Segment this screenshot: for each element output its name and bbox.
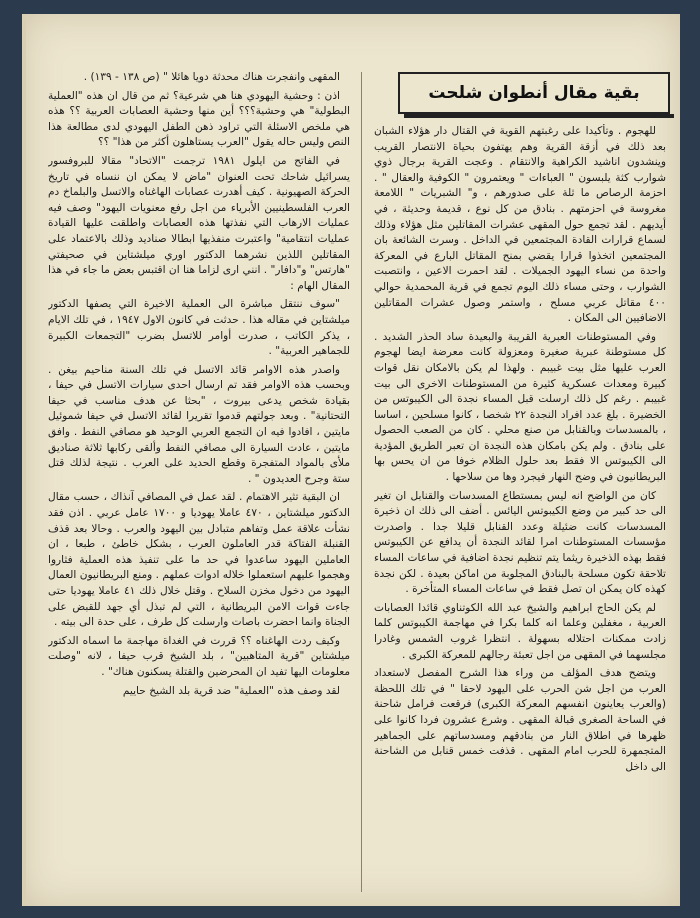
right-column [374,124,666,894]
paragraph: اذن : وحشية اليهودي هنا هي شرعية؟ ثم من قال ان هذه "العملية البطولية" هي وحشية؟؟؟ أين منها وحشية العصابات العربية ؟؟ هذه هي ملخص الاسئلة التي تراود ذهن الطفل اليهودي لدى مطالعة هذا النص وليس حاله يقول "العرب يستاهلون أكثر من هذا" ؟؟ [48,89,350,149]
paragraph: لقد وصف هذه "العملية" ضد قرية بلد الشيخ حاييم [122,684,340,697]
article-title-box [398,72,670,114]
paragraph: في الفاتح من ايلول ١٩٨١ ترجمت "الاتحاد" مقالا للبروفسور يسرائيل شاحك تحت العنوان "ماض لا يمكن ان ننساه في تاريخ الحركة الصهيونية . كيف أهدرت عصابات الهاغناه والاتسل والبلماخ دم العرب الفلسطينيين الأبرياء من اجل رفع معنويات اليهود" وصف فيه عمليات الارهاب التي نفذتها هذه العصابات واطلقت عليها القيادة عمليات انتقامية" واعتبرت منفذيها ابطالا صناديد وذلك بالاعتماد على المقاتلين اللذين نشرهما الدكتور اوري ميلشتاين في صحيفتي "هارتس" و"دافار" . انني ارى لزاما هنا ان اقتبس بعض ما جاء في هذا المقال الهام : [48,154,350,292]
newspaper-page [22,14,680,906]
paragraph: لم يكن الحاج ابراهيم والشيخ عبد الله الكوتناوي قائدا العصابات العربية ، مغفلين وعلما انه كلما بكرا في مهاجمة الكيبوتس كلما زادت ممكنات احتلاله بسهولة . انتظرا غروب الشمس وغادرا مجلسهما في المقهى من اجل تعبئة رجالهم للمعركة الكبرى . [374,601,666,661]
paragraph: ان البقية تثير الاهتمام . لقد عمل في المصافي آنذاك ، حسب مقال الدكتور ميلشتاين ، ٤٧٠ عاملا يهوديا و ١٧٠٠ عامل عربي . اذن فقد نشأت علاقة عمل وتفاهم متبادل بين اليهود والعرب . وحالا بعد قذف القنبلة الفتاكة قدر العاملون العرب ، بشكل خاطئ ، طبعا ، ان العاملين اليهود ساعدوا في حد ما على تنفيذ هذه العملية فثاروا وهجموا عليهم استعملوا خلاله ادوات عملهم . ومنع البريطانيون العمال اليهود من دخول مخزن السلاح . وقتل خلال ذلك ٤١ عاملا يهوديا حتى جاءت قوات الامن البريطانية ، التي لم تبذل أي جهد للقبض على الجناة وانما احضرت باصات وارسلت كل طرف ، على حدة الى بيته . [48,491,350,629]
paragraph: وكيف ردت الهاغناه ؟؟ قررت في الغداة مهاجمة ما اسماه الدكتور ميلشتاين "قرية المتاهبين" ، بلد الشيخ قرب حيفا ، لانه "وصلت معلومات اليها تفيد ان المحرضين والقتلة يسكنون هناك" . [48,634,350,678]
paragraph: وفي المستوطنات العبرية القريبة والبعيدة ساد الحذر الشديد . كل مستوطنة عبرية صغيرة ومعزولة كانت معرضة ايضا لهجوم العرب عليها مثل بيت غبيبم . ولهذا لم يكن بالامكان نقل قوات كبيرة ومعدات عسكرية كثيرة من المستوطنات الاخرى الى بيت غبيبم . رغم كل ذلك ارسلت قبل المساء نجدة الى الكيبوتس من الخضيرة . بلغ عدد افراد النجدة ٢٢ شخصا ، كانوا مسلحين ، اساسا ، بالمسدسات وبالقنابل من صنع محلي . كان من الصعب الحصول على بنادق . ولم يكن بامكان هذه النجدة ان تعبر الطريق المؤدية الى الكيبوتس الا فقط بعد حلول الظلام خوفا من ان يحس بها البريطانيون في وضح النهار فيجرد وها من سلاحها . [374,330,666,484]
paragraph: واصدر هذه الاوامر قائد الاتسل في تلك السنة مناحيم بيغن . وبحسب هذه الاوامر فقد تم ارسال احدى سيارات الاتسل في حيفا ، بقيادة شخص يدعى بيروت ، "بحثا عن هدف مناسب في حيفا التحتانية" . وبعد جولتهم قدموا تقريرا لقائد الاتسل في حيفا شموئيل مايتين ، افادوا فيه ان التجمع العربي الوحيد هو مصافي النفط . وافق مايتين ، عادت السيارة الى مصافي النفط وألقى ركابها ثلاثة صناديق ملأى بالمواد المتفجرة وقطع الحديد على العرب . نتيجة لذلك قتل ستة وجرح العديدون " . [48,363,350,485]
paragraph: ويتضح هدف المؤلف من وراء هذا الشرح المفصل لاستعداد العرب من اجل شن الحرب على اليهود لاحقا " في تلك اللحظة (والعرب يعاينون انفسهم المعركة الكبرى) فرقعت فرامل شاحنة في الساحة الصغرى قبالة المقهى . وشرع عشرون فردا كانوا على ظهرها في اطلاق النار من بنادقهم ومسدساتهم على الجماهير المتجمهرة للحرب امام المقهى . قذفت خمس قنابل من الشاحنة الى داخل [374,667,666,773]
left-column [48,70,350,892]
paragraph: المقهى وانفجرت هناك محدثة دويا هائلا " (ص ١٣٨ - ١٣٩) . [83,71,340,83]
column-divider [361,72,362,892]
scan-edge [22,14,26,906]
paragraph: للهجوم . وتأكيدا على رغبتهم القوية في القتال دار هؤلاء الشبان بعد ذلك في أزقة القرية وهم يهتفون بحياة الانتصار القريب وينشدون اناشيد الكراهية والانتقام . وعجت القرية برجال ذوي شوارب كثة يلبسون " العباءات " ويعتمرون " الكوفية والعقال " . احزمة الرصاص ما ثلة على صدورهم ، و" الشبريات " اللامعة مغروسة في احزمتهم . بنادق من كل نوع ، قديمة وحديثة ، في أيديهم . لقد تجمع حول المقهى عشرات المقاتلين مثل هؤلاء وذلك لسماع قرارات القادة المجتمعين في الداخل . وسرت الشائعة بان المجتمعين اتخذوا قرارا يقضي بمنح المقاتل البارع في المعركة واحدة من نساء اليهود الجميلات . لقد احمرت الاعين ، وانتصبت الشوارب ، وحتى مساء ذلك اليوم تجمع في قرية المحمدية حوالي ٤٠٠ مقاتل عربي مسلح ، واستمر وصول عشرات المقاتلين الاضافيين الى المكان . [374,125,666,325]
paragraph: "سوف ننتقل مباشرة الى العملية الاخيرة التي يصفها الدكتور ميلشتاين في مقاله هذا . حدثت في كانون الاول ١٩٤٧ ، في تلك الايام ، يذكر الكاتب ، صدرت أوامر للاتسل بضرب "التجمعات الكبيرة للجماهير العربية" . [48,298,350,358]
paragraph: كان من الواضح انه ليس بمستطاع المسدسات والقنابل ان تغير الى حد كبير من وضع الكيبوتس اليائس . أضف الى ذلك ان ذخيرة المسدسات كانت ضئيلة وعدد القنابل قليلا جدا . واصدرت مؤسسات المستوطنات امرا لقائد النجدة أن يدافع عن الكيبوتس فقط بهذه الذخيرة ريثما يتم تنظيم نجدة اضافية في ساعات المساء تلاحقة تكون مسلحة بالبنادق المجلوبة من اماكن بعيدة . لكن نجدة كهذه كان يمكن ان تصل فقط في ساعات المساء المتأخرة . [374,489,666,596]
article-title: بقية مقال أنطوان شلحت [428,83,640,103]
